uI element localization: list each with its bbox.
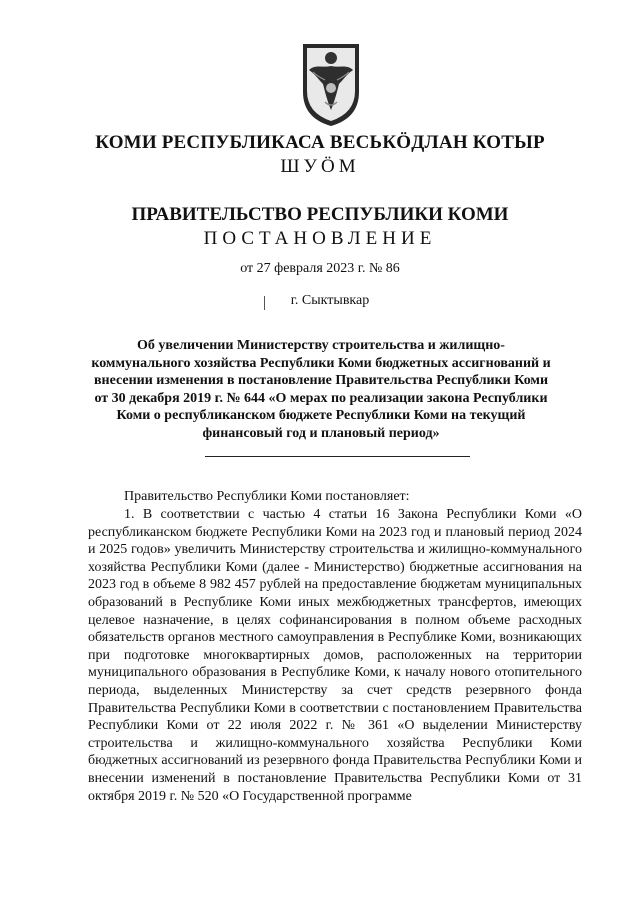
subject-underline bbox=[205, 456, 470, 457]
russian-organization-title: ПРАВИТЕЛЬСТВО РЕСПУБЛИКИ КОМИ bbox=[131, 204, 509, 225]
document-subject: Об увеличении Министерству строительства и жилищно-коммунального хозяйства Республики Коми бюджетных ассигнований и внесении изменения в постановление Правительства Республики Коми от 30 декабря 2019 г. № 644 «О мерах по реализации закона Республики Коми о республиканском бюджете Республики Коми на текущий финансовый год и плановый период» bbox=[91, 338, 551, 441]
document-date-number: от 27 февраля 2023 г. № 86 bbox=[240, 261, 400, 276]
komi-document-type: ШУӦМ bbox=[280, 156, 360, 177]
body-intro: Правительство Республики Коми постановляет: bbox=[124, 489, 410, 504]
komi-republic-coat-of-arms-icon bbox=[299, 40, 363, 128]
body-paragraph-1: 1. В соответствии с частью 4 статьи 16 Закона Республики Коми «О республиканском бюджете Республики Коми на 2023 год и плановый период 2024 и 2025 годов» увеличить Министерству строительства и жилищно-коммунального хозяйства Республики Коми (далее - Министерство) бюджетные ассигнования на 2023 год в объеме 8 982 457 рублей на предоставление бюджетам муниципальных образований в Республике Коми иных межбюджетных трансфертов, имеющих целевое назначение, в целях софинансирования в полном объеме расходных обязательств органов местного самоуправления в Республике Коми, возникающих при подготовке многоквартирных домов, расположенных на территории муниципального образования в Республике Коми, к началу нового отопительного периода, выделенных Министерству за счет средств резервного фонда Правительства Республики Коми в соответствии с постановлением Правительства Республики Коми от 22 июля 2022 г. № 361 «О выделении Министерству строительства и жилищно-коммунального хозяйства Республики Коми бюджетных ассигнований из резервного фонда Правительства Республики Коми и внесении изменений в постановление Правительства Республики Коми от 31 октября 2019 г. № 520 «О Государственной программе bbox=[88, 507, 582, 804]
document-city: г. Сыктывкар bbox=[290, 293, 370, 308]
russian-document-type: ПОСТАНОВЛЕНИЕ bbox=[203, 228, 437, 249]
komi-organization-title: КОМИ РЕСПУБЛИКАСА ВЕСЬКӦДЛАН КОТЫР bbox=[95, 132, 545, 153]
